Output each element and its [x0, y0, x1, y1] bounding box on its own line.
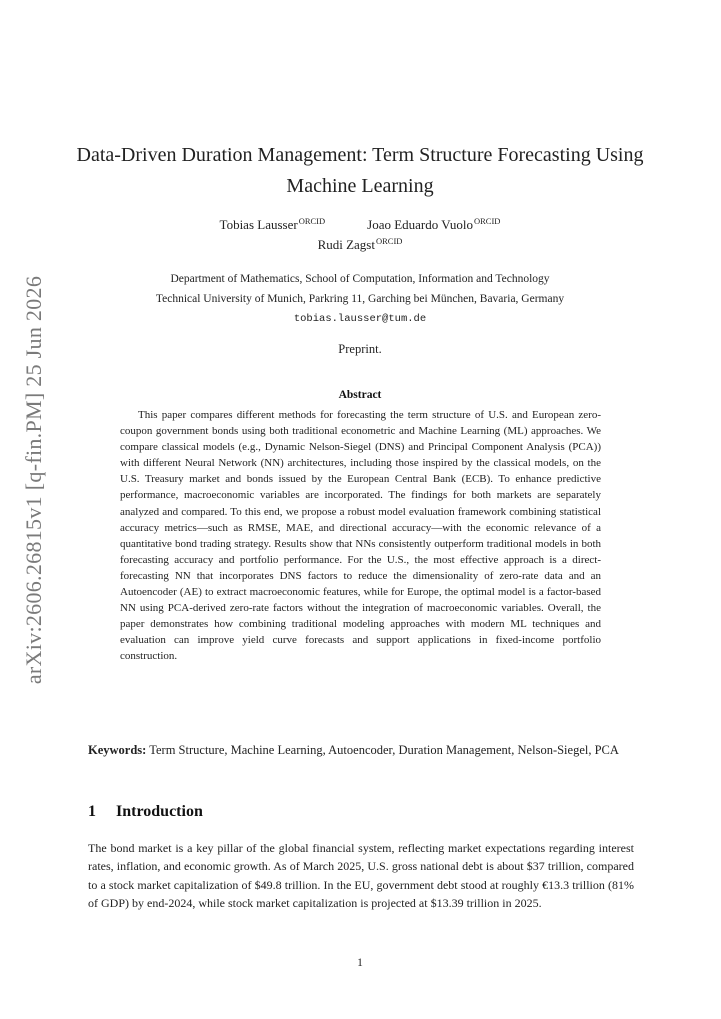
orcid-link[interactable]: ORCID [474, 216, 501, 226]
abstract-heading: Abstract [338, 389, 382, 401]
arxiv-identifier-stamp [0, 0, 46, 685]
arxiv-identifier[interactable]: arXiv:2606.26815v1 [q-fin.PM] 25 Jun 2026 [21, 275, 46, 685]
section-heading [88, 803, 203, 821]
keywords-label: Keywords: [88, 743, 147, 757]
orcid-link[interactable]: ORCID [298, 216, 326, 226]
author-list-row2 [60, 236, 660, 253]
author-list [60, 216, 660, 233]
preprint-label: Preprint. [338, 342, 382, 356]
introduction-paragraph: The bond market is a key pillar of the global financial system, reflecting market expectations regarding interest rates, inflation, and economic growth. As of March 2025, U.S. gross national debt is about $37 trillion, compared to a stock market capitalization of $49.8 trillion. In the EU, government debt stood at roughly €13.3 trillion (81% of GDP) by end-2024, while stock market capitalization is projected at $13.39 trillion in 2025. [88, 841, 634, 910]
orcid-link[interactable]: ORCID [375, 236, 403, 246]
section-title: Introduction [116, 803, 203, 820]
keywords [88, 741, 634, 760]
abstract-text: This paper compares different methods for forecasting the term structure of U.S. and European zero-coupon government bonds using both traditional econometric and Machine Learning (ML) approaches. We compare classical models (e.g., Dynamic Nelson-Siegel (DNS) and Principal Component Analysis (PCA)) with different Neural Network (NN) architectures, including those inspired by the classical models, on the U.S. Treasury market and bonds issued by the European Central Bank (ECB). To enhance predictive performance, macroeconomic variables are incorporated. The findings for both markets are separately analyzed and compared. To this end, we propose a robust model evaluation framework combining statistical accuracy metrics—such as RMSE, MAE, and directional accuracy—with the economic relevance of a quantitative bond trading strategy. Results show that NNs consistently outperform traditional models in both forecasting accuracy and portfolio performance. For the U.S., the most effective approach is a direct-forecasting NN that incorporates DNS factors to reduce the dimensionality of zero-rate data and an Autoencoder (AE) to extract macroeconomic features, while for Europe, the optimal model is a factor-based NN using PCA-derived zero-rate factors without the integration of macroeconomic variables. Overall, the paper demonstrates how combining traditional modeling approaches with modern ML techniques and evaluation can improve yield curve forecasts and support applications in fixed-income portfolio construction. [120, 409, 601, 663]
author: Joao Eduardo Vuolo$^{ORCID}$ [367, 216, 501, 232]
section-number: 1 [88, 803, 96, 820]
affiliation-department: Department of Mathematics, School of Computation, Information and Technology [170, 273, 550, 285]
paper-title: Data-Driven Duration Management: Term Structure Forecasting Using Machine Learning [76, 144, 644, 197]
author: Rudi Zagst$^{ORCID}$ [317, 236, 403, 252]
author-email[interactable]: tobias.lausser@tum.de [293, 313, 427, 325]
page-number: 1 [357, 957, 363, 969]
affiliation-address: Technical University of Munich, Parkring 11, Garching bei München, Bavaria, Germany [155, 293, 565, 305]
keywords-text: Term Structure, Machine Learning, Autoencoder, Duration Management, Nelson-Siegel, PCA [149, 743, 619, 757]
affiliation [60, 269, 660, 329]
author: Tobias Lausser$^{ORCID}$ [219, 216, 326, 232]
